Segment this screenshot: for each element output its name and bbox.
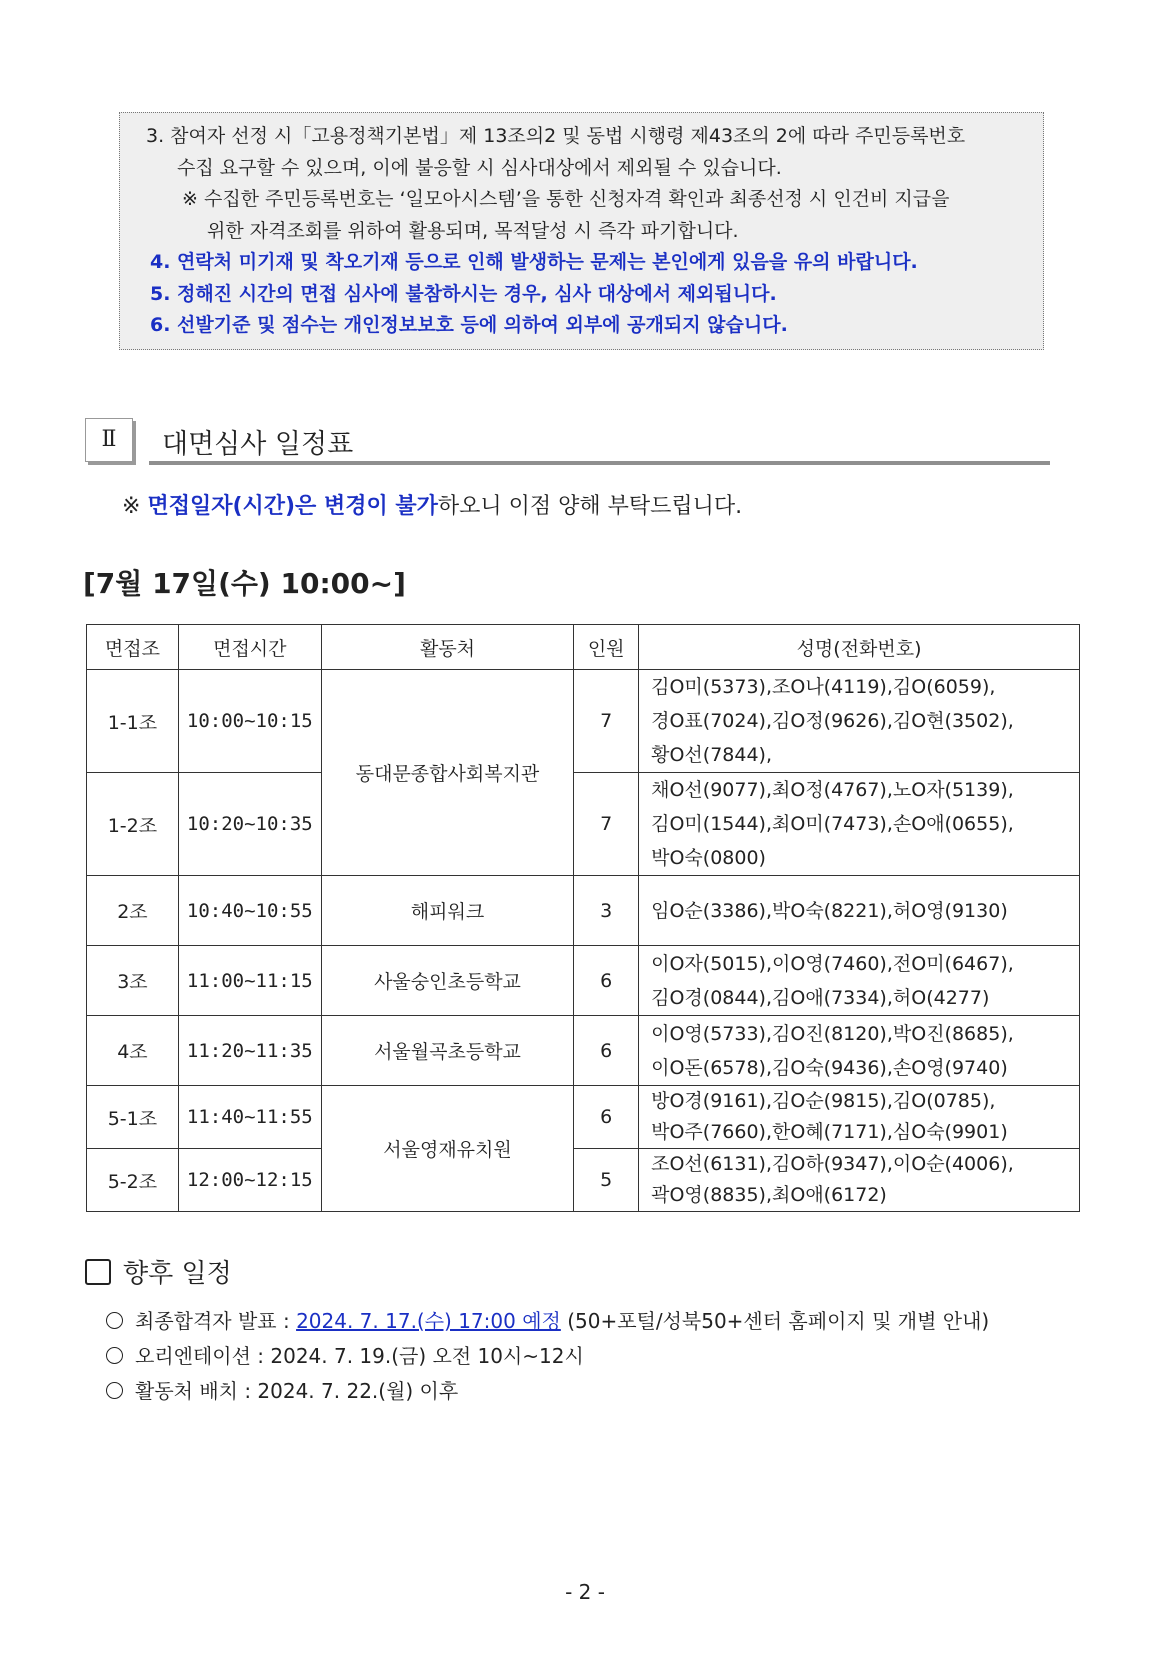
names-line: 임O순(3386),박O숙(8221),허O영(9130): [651, 899, 1008, 922]
names-line: 이O영(5733),김O진(8120),박O진(8685),: [651, 1022, 1014, 1045]
warning-note: [122, 489, 742, 520]
names-line: 채O선(9077),최O정(4767),노O자(5139),: [651, 779, 1014, 801]
time-cell: 10:40~10:55: [178, 876, 321, 946]
notice-line: 수집 요구할 수 있으며, 이에 불응할 시 심사대상에서 제외될 수 있습니다.: [177, 156, 782, 179]
interview-schedule-table: [86, 624, 1080, 1212]
names-cell: [639, 946, 1080, 1016]
names-cell: [639, 1016, 1080, 1086]
future-item: [106, 1375, 458, 1404]
circle-bullet-icon: [106, 1312, 123, 1329]
time-cell: 10:20~10:35: [178, 773, 321, 876]
page-number: - 2 -: [565, 1580, 605, 1604]
future-item-label: 최종합격자 발표 :: [135, 1309, 297, 1333]
count-cell: 5: [574, 1149, 639, 1212]
circle-bullet-icon: [106, 1382, 123, 1399]
group-cell: 2조: [87, 876, 179, 946]
notice-line: 3. 참여자 선정 시「고용정책기본법」제 13조의2 및 동법 시행령 제43조의 2에 따라 주민등록번호: [146, 125, 966, 147]
day-heading: [7월 17일(수) 10:00~]: [83, 567, 406, 600]
group-cell: 1-1조: [87, 670, 179, 773]
names-cell: [639, 1149, 1080, 1212]
names-cell: [639, 876, 1080, 946]
table-row: [87, 876, 1080, 946]
notice-line-emphasis: 4. 연락처 미기재 및 착오기재 등으로 인해 발생하는 문제는 본인에게 있음을 유의 바랍니다.: [150, 251, 918, 273]
names-line: 경O표(7024),김O정(9626),김O현(3502),: [651, 710, 1014, 732]
count-cell: 7: [574, 773, 639, 876]
group-cell: 5-1조: [87, 1086, 179, 1149]
notice-line: ※ 수집한 주민등록번호는 ‘일모아시스템’을 통한 신청자격 확인과 최종선정 시 인건비 지급을: [182, 188, 950, 210]
future-item: [106, 1340, 584, 1369]
names-cell: [639, 773, 1080, 876]
table-row: [87, 946, 1080, 1016]
table-row: [87, 1149, 1080, 1212]
header-group: 면접조: [87, 625, 179, 670]
future-item-note: (50+포털/성북50+센터 홈페이지 및 개별 안내): [560, 1309, 990, 1333]
names-line: 박O숙(0800): [651, 847, 766, 869]
warning-emphasis: 면접일자(시간)은 변경이 불가: [147, 494, 438, 519]
place-cell: 서울영재유치원: [321, 1086, 573, 1212]
names-line: 곽O영(8835),최O애(6172): [651, 1184, 887, 1206]
time-cell: 11:00~11:15: [178, 946, 321, 1016]
section-number: Ⅱ: [85, 418, 133, 462]
warning-mark: ※: [122, 494, 148, 519]
table-row: [87, 1016, 1080, 1086]
time-cell: 11:40~11:55: [178, 1086, 321, 1149]
future-title: 향후 일정: [123, 1259, 232, 1289]
checkbox-square-icon: [85, 1259, 111, 1285]
time-cell: 12:00~12:15: [178, 1149, 321, 1212]
circle-bullet-icon: [106, 1347, 123, 1364]
group-cell: 1-2조: [87, 773, 179, 876]
header-count: 인원: [574, 625, 639, 670]
place-cell: 해피워크: [321, 876, 573, 946]
names-line: 이O자(5015),이O영(7460),전O미(6467),: [651, 952, 1014, 975]
table-header-row: [87, 625, 1080, 670]
count-cell: 6: [574, 1016, 639, 1086]
header-names: 성명(전화번호): [639, 625, 1080, 670]
future-item-text: 오리엔테이션 : 2024. 7. 19.(금) 오전 10시~12시: [135, 1344, 584, 1368]
time-cell: 10:00~10:15: [178, 670, 321, 773]
names-line: 박O주(7660),한O혜(7171),심O숙(9901): [651, 1121, 1008, 1143]
names-line: 황O선(7844),: [651, 744, 773, 766]
names-cell: [639, 1086, 1080, 1149]
names-line: 김O경(0844),김O애(7334),허O(4277): [651, 986, 990, 1009]
group-cell: 4조: [87, 1016, 179, 1086]
count-cell: 6: [574, 1086, 639, 1149]
future-schedule-heading: [85, 1253, 232, 1290]
notice-box: [119, 112, 1044, 350]
count-cell: 3: [574, 876, 639, 946]
count-cell: 6: [574, 946, 639, 1016]
place-cell: 서울월곡초등학교: [321, 1016, 573, 1086]
notice-line: 위한 자격조회를 위하여 활용되며, 목적달성 시 즉각 파기합니다.: [207, 219, 739, 242]
table-row: [87, 773, 1080, 876]
section-header: [85, 418, 1050, 468]
notice-line-emphasis: 5. 정해진 시간의 면접 심사에 불참하시는 경우, 심사 대상에서 제외됩니다.: [150, 282, 777, 305]
names-line: 이O돈(6578),김O숙(9436),손O영(9740): [651, 1056, 1008, 1079]
notice-line-emphasis: 6. 선발기준 및 점수는 개인정보보호 등에 의하여 외부에 공개되지 않습니다.: [150, 314, 788, 336]
header-time: 면접시간: [178, 625, 321, 670]
section-underline: [149, 461, 1050, 465]
place-cell: 동대문종합사회복지관: [321, 670, 573, 876]
names-line: 조O선(6131),김O하(9347),이O순(4006),: [651, 1153, 1014, 1175]
table-row: [87, 1086, 1080, 1149]
section-title: 대면심사 일정표: [162, 429, 354, 460]
table-row: [87, 670, 1080, 773]
names-line: 김O미(1544),최O미(7473),손O애(0655),: [651, 813, 1014, 835]
header-place: 활동처: [321, 625, 573, 670]
names-cell: [639, 670, 1080, 773]
names-line: 김O미(5373),조O나(4119),김O(6059),: [651, 676, 996, 698]
future-item-text: 활동처 배치 : 2024. 7. 22.(월) 이후: [135, 1379, 459, 1403]
time-cell: 11:20~11:35: [178, 1016, 321, 1086]
names-line: 방O경(9161),김O순(9815),김O(0785),: [651, 1090, 996, 1112]
warning-text: 하오니 이점 양해 부탁드립니다.: [437, 494, 743, 519]
announcement-date-link[interactable]: 2024. 7. 17.(수) 17:00 예정: [296, 1309, 561, 1333]
group-cell: 5-2조: [87, 1149, 179, 1212]
future-item: [106, 1305, 989, 1334]
group-cell: 3조: [87, 946, 179, 1016]
count-cell: 7: [574, 670, 639, 773]
place-cell: 사울숭인초등학교: [321, 946, 573, 1016]
